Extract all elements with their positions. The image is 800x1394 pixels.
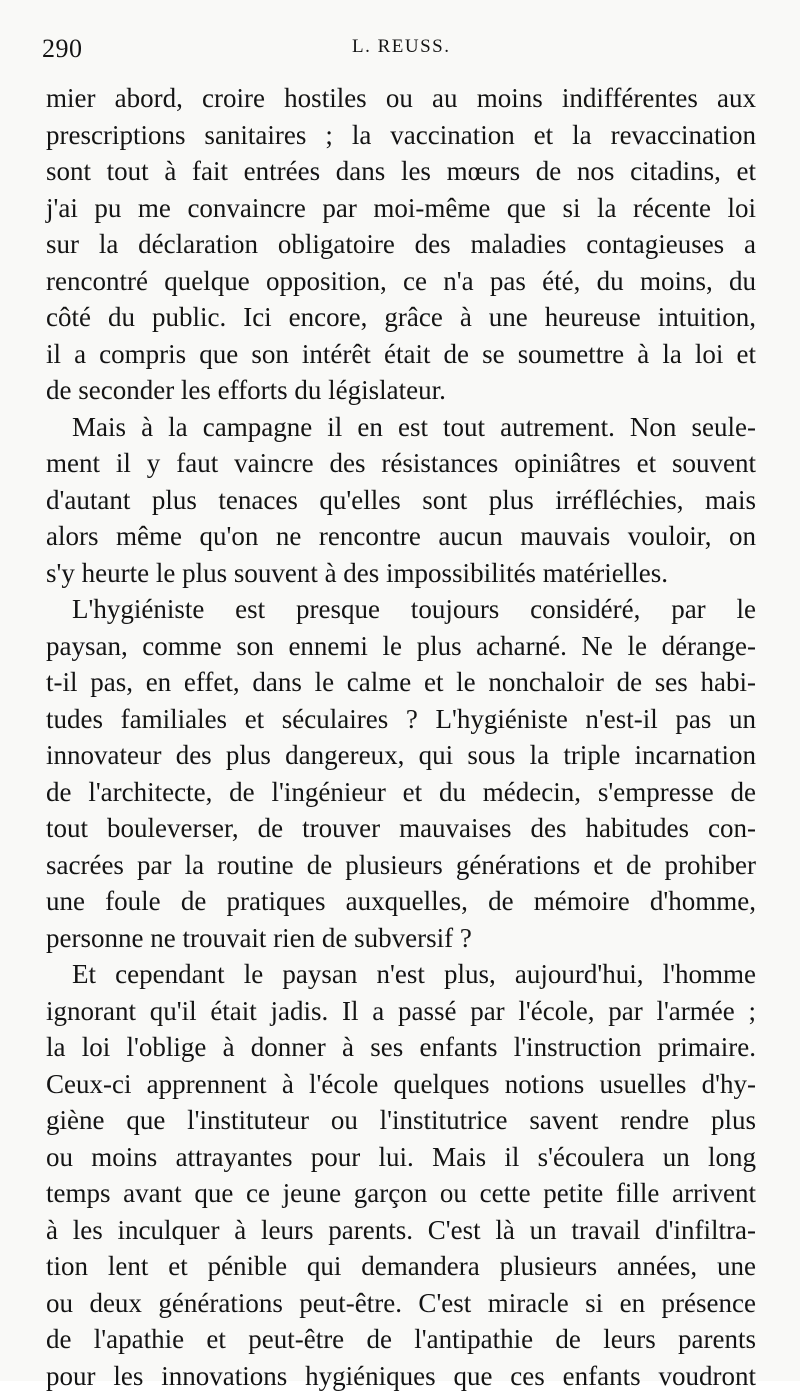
text-line: personne ne trouvait rien de subversif ? <box>46 920 756 957</box>
text-line: paysan, comme son ennemi le plus acharné. Ne le dérange- <box>46 628 756 665</box>
text-line: ou moins attrayantes pour lui. Mais il s'écoulera un long <box>46 1139 756 1176</box>
text-line: de seconder les efforts du législateur. <box>46 372 756 409</box>
text-line: tion lent et pénible qui demandera plusieurs années, une <box>46 1248 756 1285</box>
running-header <box>42 30 762 70</box>
text-line: tudes familiales et séculaires ? L'hygiéniste n'est-il pas un <box>46 701 756 738</box>
text-line: tout bouleverser, de trouver mauvaises des habitudes con- <box>46 810 756 847</box>
text-line: ou deux générations peut-être. C'est miracle si en présence <box>46 1285 756 1322</box>
text-line: Et cependant le paysan n'est plus, aujourd'hui, l'homme <box>46 956 756 993</box>
text-line: sur la déclaration obligatoire des maladies contagieuses a <box>46 226 756 263</box>
text-line: L'hygiéniste est presque toujours considéré, par le <box>46 591 756 628</box>
text-line: une foule de pratiques auxquelles, de mémoire d'homme, <box>46 883 756 920</box>
text-line: prescriptions sanitaires ; la vaccination et la revaccination <box>46 117 756 154</box>
text-line: la loi l'oblige à donner à ses enfants l'instruction primaire. <box>46 1029 756 1066</box>
text-line: t-il pas, en effet, dans le calme et le nonchaloir de ses habi- <box>46 664 756 701</box>
text-line: s'y heurte le plus souvent à des impossibilités matérielles. <box>46 555 756 592</box>
text-line: côté du public. Ici encore, grâce à une heureuse intuition, <box>46 299 756 336</box>
text-line: de l'apathie et peut-être de l'antipathie de leurs parents <box>46 1321 756 1358</box>
text-line: à les inculquer à leurs parents. C'est là un travail d'infiltra- <box>46 1212 756 1249</box>
text-line: rencontré quelque opposition, ce n'a pas été, du moins, du <box>46 263 756 300</box>
running-title: L. REUSS. <box>352 36 451 58</box>
text-line: temps avant que ce jeune garçon ou cette petite fille arrivent <box>46 1175 756 1212</box>
text-line: il a compris que son intérêt était de se soumettre à la loi et <box>46 336 756 373</box>
text-line: Ceux-ci apprennent à l'école quelques notions usuelles d'hy- <box>46 1066 756 1103</box>
text-line: d'autant plus tenaces qu'elles sont plus irréfléchies, mais <box>46 482 756 519</box>
text-line: sont tout à fait entrées dans les mœurs de nos citadins, et <box>46 153 756 190</box>
text-line: pour les innovations hygiéniques que ces enfants voudront <box>46 1358 756 1394</box>
text-line: sacrées par la routine de plusieurs générations et de prohiber <box>46 847 756 884</box>
body-text <box>46 80 756 1394</box>
text-line: j'ai pu me convaincre par moi-même que si la récente loi <box>46 190 756 227</box>
text-line: de l'architecte, de l'ingénieur et du médecin, s'empresse de <box>46 774 756 811</box>
text-line: innovateur des plus dangereux, qui sous la triple incarnation <box>46 737 756 774</box>
text-line: ment il y faut vaincre des résistances opiniâtres et souvent <box>46 445 756 482</box>
text-line: mier abord, croire hostiles ou au moins indifférentes aux <box>46 80 756 117</box>
text-line: Mais à la campagne il en est tout autrement. Non seule- <box>46 409 756 446</box>
text-line: alors même qu'on ne rencontre aucun mauvais vouloir, on <box>46 518 756 555</box>
text-line: ignorant qu'il était jadis. Il a passé par l'école, par l'armée ; <box>46 993 756 1030</box>
page-number: 290 <box>42 34 83 64</box>
text-line: giène que l'instituteur ou l'institutrice savent rendre plus <box>46 1102 756 1139</box>
